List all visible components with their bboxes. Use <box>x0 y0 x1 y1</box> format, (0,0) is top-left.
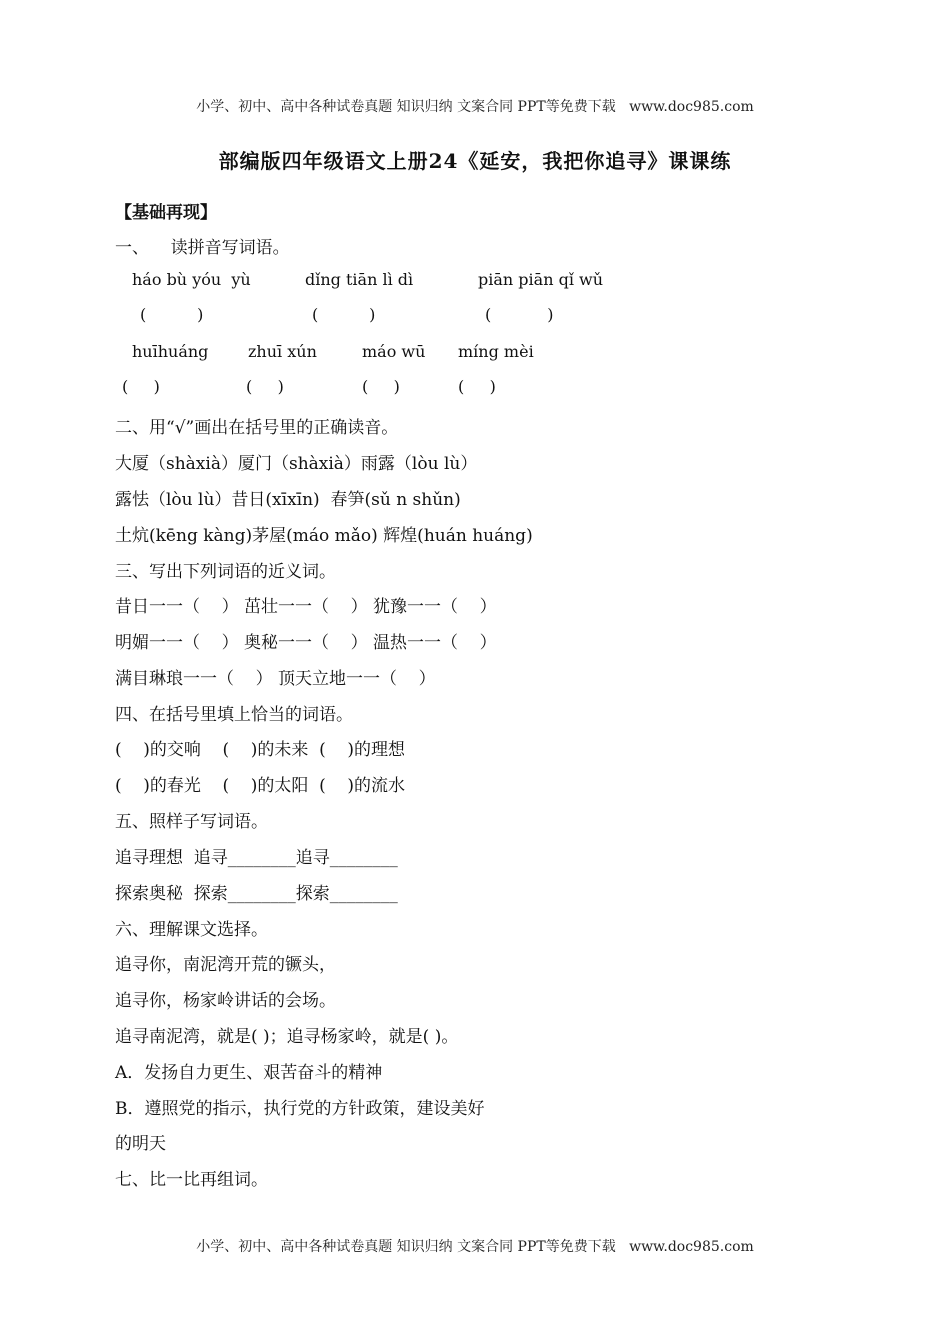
q1-answer-bracket-2[interactable]: ( ) <box>312 305 376 324</box>
q1-answer-bracket-6[interactable]: ( ) <box>362 377 400 396</box>
section-heading: 【基础再现】 <box>115 203 217 223</box>
q1-pinyin-6: máo wū <box>362 342 426 361</box>
q4-line-2[interactable]: ( )的春光 ( )的太阳 ( )的流水 <box>115 776 406 796</box>
q6-line-2: 追寻你，杨家岭讲话的会场。 <box>115 991 336 1011</box>
q3-line-2[interactable]: 明媚一一（ ） 奥秘一一（ ） 温热一一（ ） <box>115 633 497 653</box>
q1-heading: 一、 读拼音写词语。 <box>115 238 290 258</box>
q2-line-2[interactable]: 露怯（lòu lù）昔日(xīxīn) 春笋(sǔ n shǔn) <box>115 490 461 510</box>
q2-line-1[interactable]: 大厦（shàxià）厦门（shàxià）雨露（lòu lù） <box>115 454 478 474</box>
q1-answer-bracket-5[interactable]: ( ) <box>246 377 284 396</box>
q1-answer-bracket-1[interactable]: ( ) <box>140 305 204 324</box>
q1-answer-bracket-7[interactable]: ( ) <box>458 377 496 396</box>
page-footer: 小学、初中、高中各种试卷真题 知识归纳 文案合同 PPT等免费下载 www.doc985.com <box>196 1239 754 1255</box>
q5-heading: 五、照样子写词语。 <box>115 812 268 832</box>
q3-line-1[interactable]: 昔日一一（ ） 茁壮一一（ ） 犹豫一一（ ） <box>115 597 497 617</box>
q6-option-b-cont: 的明天 <box>115 1134 166 1154</box>
q5-line-1[interactable]: 追寻理想 追寻________追寻________ <box>115 848 398 868</box>
q1-answer-bracket-4[interactable]: ( ) <box>122 377 160 396</box>
q2-line-3[interactable]: 土炕(kēng kàng)茅屋(máo mǎo) 辉煌(huán huáng) <box>115 526 533 546</box>
q1-pinyin-4: huīhuáng <box>132 342 209 361</box>
q6-heading: 六、理解课文选择。 <box>115 920 268 940</box>
q3-line-3[interactable]: 满目琳琅一一（ ） 顶天立地一一（ ） <box>115 669 436 689</box>
q6-question[interactable]: 追寻南泥湾，就是( )；追寻杨家岭，就是( )。 <box>115 1027 459 1047</box>
q6-option-b: B．遵照党的指示，执行党的方针政策，建设美好 <box>115 1099 485 1119</box>
q1-pinyin-1: háo bù yóu yù <box>132 270 251 289</box>
q1-answer-bracket-3[interactable]: ( ) <box>485 305 554 324</box>
page-header: 小学、初中、高中各种试卷真题 知识归纳 文案合同 PPT等免费下载 www.doc985.com <box>196 99 754 115</box>
q1-pinyin-2: dǐng tiān lì dì <box>305 270 414 289</box>
q4-line-1[interactable]: ( )的交响 ( )的未来 ( )的理想 <box>115 740 406 760</box>
q5-line-2[interactable]: 探索奥秘 探索________探索________ <box>115 884 398 904</box>
document-title: 部编版四年级语文上册24《延安，我把你追寻》课课练 <box>218 149 732 173</box>
q6-line-1: 追寻你，南泥湾开荒的镢头， <box>115 955 336 975</box>
q7-heading: 七、比一比再组词。 <box>115 1170 268 1190</box>
q2-heading: 二、用“√”画出在括号里的正确读音。 <box>115 418 399 438</box>
q6-option-a: A．发扬自力更生、艰苦奋斗的精神 <box>115 1063 383 1083</box>
q1-pinyin-5: zhuī xún <box>248 342 317 361</box>
q1-pinyin-3: piān piān qǐ wǔ <box>478 270 604 289</box>
q3-heading: 三、写出下列词语的近义词。 <box>115 562 336 582</box>
q1-pinyin-7: míng mèi <box>458 342 534 361</box>
q4-heading: 四、在括号里填上恰当的词语。 <box>115 705 353 725</box>
